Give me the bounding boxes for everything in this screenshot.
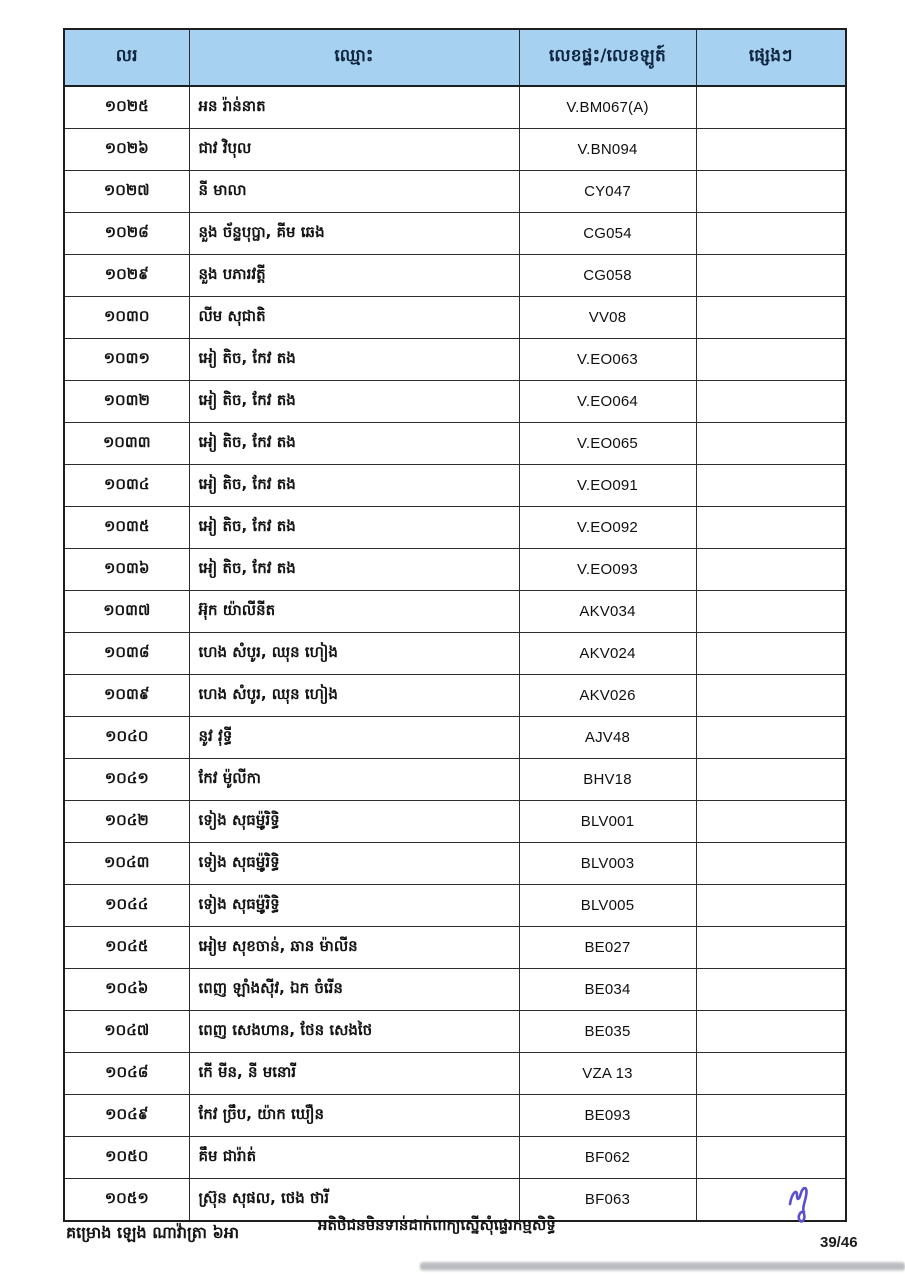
footer-project-label: គម្រោង ឡេង ណាវ៉ាត្រា ៦អា [66,1223,240,1242]
table-row [64,969,846,1011]
row-house-lot-code: V.EO092 [519,507,696,549]
row-number: ១០២៥ [64,86,189,129]
row-remark [696,675,846,717]
row-remark [696,129,846,171]
table-row [64,1137,846,1179]
table-row [64,255,846,297]
row-number: ១០៣៤ [64,465,189,507]
signature-squiggle-icon [786,1184,822,1236]
row-house-lot-code: AJV48 [519,717,696,759]
row-name: នូវ វុទ្ធី [189,717,519,759]
row-number: ១០៤២ [64,801,189,843]
table-row [64,633,846,675]
row-remark [696,759,846,801]
row-remark [696,465,846,507]
row-house-lot-code: VV08 [519,297,696,339]
row-remark [696,171,846,213]
row-name: ហេង សំបូរ, ឈុន ហៀង [189,675,519,717]
row-name: អៀម សុខចាន់, ឆាន ម៉ាលីន [189,927,519,969]
row-name: អៀ តិច, កែវ តង [189,381,519,423]
col-header-number: លរ [64,29,189,86]
row-name: អៀ តិច, កែវ តង [189,339,519,381]
table-row [64,1011,846,1053]
row-name: អ៊ុក យ៉ាលីនីត [189,591,519,633]
row-house-lot-code: AKV034 [519,591,696,633]
row-remark [696,297,846,339]
row-remark [696,86,846,129]
row-remark [696,1053,846,1095]
footer-document-title: អតិថិជនមិនទាន់ដាក់ពាក្យស្នើសុំផ្ទេរកម្មសិទ្ធិ [318,1216,556,1234]
row-remark [696,507,846,549]
handwritten-initial-mark [786,1184,822,1236]
row-name: ទៀង សុធម្ម៉ូរិទ្ធិ [189,801,519,843]
row-name: អន រ៉ាន់នាត [189,86,519,129]
row-house-lot-code: BE027 [519,927,696,969]
row-number: ១០៥១ [64,1179,189,1222]
table-row [64,86,846,129]
row-number: ១០៤៦ [64,969,189,1011]
row-remark [696,717,846,759]
row-number: ១០៤៩ [64,1095,189,1137]
row-remark [696,969,846,1011]
table-row [64,759,846,801]
row-house-lot-code: V.EO093 [519,549,696,591]
row-name: កែវ ម៉ូលីកា [189,759,519,801]
row-remark [696,1137,846,1179]
row-house-lot-code: V.EO065 [519,423,696,465]
row-remark [696,423,846,465]
row-house-lot-code: V.EO091 [519,465,696,507]
row-name: ពេញ ឡាំងស៊ីវ, ឯក ចំរើន [189,969,519,1011]
row-number: ១០៣១ [64,339,189,381]
row-remark [696,1179,846,1222]
row-number: ១០៣៦ [64,549,189,591]
row-number: ១០៤០ [64,717,189,759]
row-number: ១០៣៣ [64,423,189,465]
row-name: អៀ តិច, កែវ តង [189,507,519,549]
table-row [64,465,846,507]
row-name: កើ មីន, នី មនោរី [189,1053,519,1095]
table-row [64,213,846,255]
row-name: គឹម ជារ៉ាត់ [189,1137,519,1179]
row-house-lot-code: BLV001 [519,801,696,843]
row-number: ១០២៧ [64,171,189,213]
row-number: ១០៤៣ [64,843,189,885]
row-remark [696,255,846,297]
row-house-lot-code: BHV18 [519,759,696,801]
row-remark [696,549,846,591]
row-name: អៀ តិច, កែវ តង [189,423,519,465]
table-row [64,1095,846,1137]
row-house-lot-code: CG054 [519,213,696,255]
table-row [64,381,846,423]
row-remark [696,591,846,633]
row-house-lot-code: AKV024 [519,633,696,675]
row-remark [696,927,846,969]
row-name: លីម សុជាតិ [189,297,519,339]
table-row [64,927,846,969]
row-house-lot-code: V.BN094 [519,129,696,171]
roster-table [63,28,847,1222]
row-house-lot-code: CY047 [519,171,696,213]
row-number: ១០៣៥ [64,507,189,549]
row-remark [696,213,846,255]
table-row [64,717,846,759]
row-house-lot-code: BLV003 [519,843,696,885]
row-house-lot-code: AKV026 [519,675,696,717]
row-number: ១០៤៤ [64,885,189,927]
row-number: ១០២៩ [64,255,189,297]
row-remark [696,801,846,843]
table-row [64,1179,846,1222]
table-row [64,591,846,633]
table-row [64,549,846,591]
table-row [64,129,846,171]
row-house-lot-code: V.BM067(A) [519,86,696,129]
table-row [64,423,846,465]
row-number: ១០៤១ [64,759,189,801]
row-name: នី មាលា [189,171,519,213]
row-name: ពេញ សេងហាន, ថែន សេងថៃ [189,1011,519,1053]
row-number: ១០២៦ [64,129,189,171]
row-name: ជាវ វិបុល [189,129,519,171]
table-row [64,675,846,717]
row-house-lot-code: VZA 13 [519,1053,696,1095]
row-name: ស្រ៊ុន សុផល, ថេង ថារី [189,1179,519,1222]
header-row [64,29,846,86]
row-number: ១០២៨ [64,213,189,255]
row-number: ១០៣០ [64,297,189,339]
row-house-lot-code: V.EO064 [519,381,696,423]
row-remark [696,381,846,423]
row-number: ១០៣៨ [64,633,189,675]
row-remark [696,633,846,675]
row-number: ១០៤៥ [64,927,189,969]
row-name: ហេង សំបូរ, ឈុន ហៀង [189,633,519,675]
row-name: អៀ តិច, កែវ តង [189,465,519,507]
table-row [64,1053,846,1095]
row-number: ១០៣២ [64,381,189,423]
row-house-lot-code: BF062 [519,1137,696,1179]
row-house-lot-code: BF063 [519,1179,696,1222]
row-remark [696,843,846,885]
row-house-lot-code: V.EO063 [519,339,696,381]
col-header-name: ឈ្មោះ [189,29,519,86]
row-house-lot-code: CG058 [519,255,696,297]
row-number: ១០៣៩ [64,675,189,717]
table-row [64,297,846,339]
col-header-house-lot-number: លេខផ្ទះ/លេខឡូត៍ [519,29,696,86]
col-header-remarks: ផ្សេងៗ [696,29,846,86]
table-row [64,801,846,843]
table-row [64,885,846,927]
row-name: នួង បភារវត្តី [189,255,519,297]
row-house-lot-code: BLV005 [519,885,696,927]
row-number: ១០៥០ [64,1137,189,1179]
page-edge-shadow [420,1262,905,1271]
row-remark [696,339,846,381]
row-house-lot-code: BE034 [519,969,696,1011]
row-number: ១០៤៧ [64,1011,189,1053]
row-name: កែវ ច្រឹប, យ៉ាក ឃឿន [189,1095,519,1137]
row-name: នួង ច័ន្ទបុប្ផា, គីម ឆេង [189,213,519,255]
row-house-lot-code: BE035 [519,1011,696,1053]
row-name: ទៀង សុធម្ម៉ូរិទ្ធិ [189,843,519,885]
row-remark [696,885,846,927]
table-row [64,339,846,381]
row-name: ទៀង សុធម្ម៉ូរិទ្ធិ [189,885,519,927]
row-remark [696,1011,846,1053]
table-row [64,507,846,549]
row-house-lot-code: BE093 [519,1095,696,1137]
row-remark [696,1095,846,1137]
row-name: អៀ តិច, កែវ តង [189,549,519,591]
table-row [64,843,846,885]
page-number: 39/46 [820,1234,858,1251]
table-row [64,171,846,213]
row-number: ១០៣៧ [64,591,189,633]
row-number: ១០៤៨ [64,1053,189,1095]
